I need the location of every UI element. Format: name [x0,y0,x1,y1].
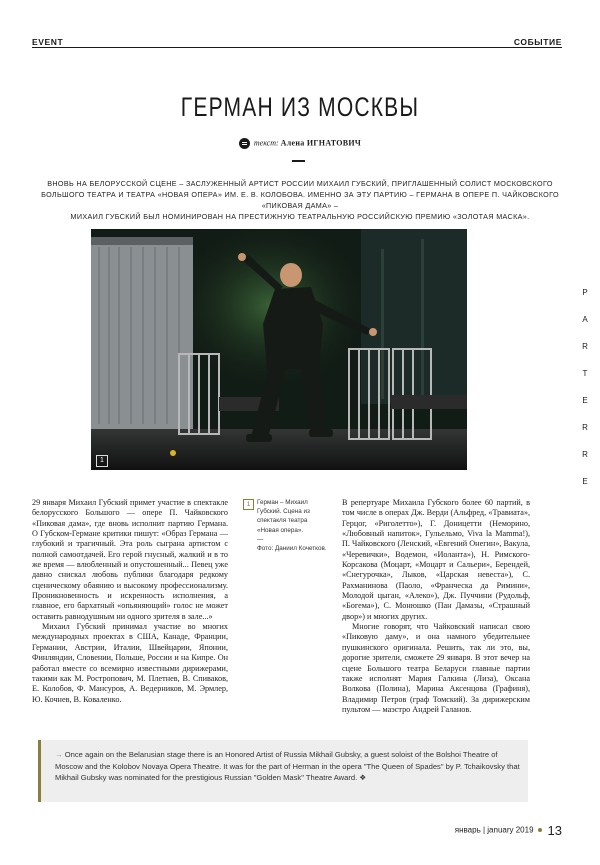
paragraph: В репертуаре Михаила Губского более 60 партий, в том числе в операх Дж. Верди (Альфред, «Травиата», Герцог, «Риголетто»), Г. Доницетти (Неморино, «Любовный напиток», Гульельмо, Viva la Mamma!), П. Чайковского (Ленский, «Евгений Онегин», Вакула, «Черевички», Водемон, «Иоланта»), Н. Римского-Корсакова (Моцарт, «Моцарт и Сальери», Берендей, «Снегурочка», Лыков, «Царская невеста»), С. Рахманинова (Паоло, «Франческа да Римини», Молодой цыган, «Алеко»), Дж. Пуччини (Рудольф, «Богема»), С. Монюшко (Пан Дамазы, «Страшный двор») и многих других. [342,498,530,621]
side-parterre-label [578,288,592,504]
section-label-en: EVENT [32,37,64,47]
side-letter: P [582,288,588,297]
side-letter: R [582,423,588,432]
photo-caption [257,498,327,553]
side-letter: A [582,315,588,324]
summary-accent-bar [38,740,41,802]
article-title: ГЕРМАН ИЗ МОСКВЫ [180,92,420,122]
page-footer [455,823,562,838]
section-label-ru: СОБЫТИЕ [513,37,562,47]
header-rule [32,47,562,48]
caption-number-badge: 1 [243,499,254,510]
lead-line: МИХАИЛ ГУБСКИЙ БЫЛ НОМИНИРОВАН НА ПРЕСТИЖНУЮ ТЕАТРАЛЬНУЮ РОССИЙСКУЮ ПРЕМИЮ «ЗОЛОТАЯ МАСКА». [70,212,530,221]
english-summary-text: Once again on the Belarusian stage there is an Honored Artist of Russia Mikhail Gubsky, a guest soloist of the Bolshoi Theatre of Moscow and the Kolobov Novaya Opera Theatre. It was for the part of Herman in the opera "The Queen of Spades" by P. Tchaikovsky that Mikhail Gubsky was nominated for the prestigious Russian "Golden Mask" Theatre Award. [55,750,520,782]
stage-photo [91,229,467,470]
text-icon [239,138,250,149]
article-column-1 [32,498,228,705]
arrow-icon: → [55,750,63,759]
caption-line: Герман – Михаил Губский. Сцена из спектакля театра «Новая опера». [257,499,310,534]
paragraph: Многие говорят, что Чайковский написал свою «Пиковую даму», и она намного убедительнее пушкинского оригинала. Решить, так ли это, вы, дорогие зрители, сможете 29 января. В этот вечер на сцене Большого театра Беларуси главные партии также исполнят Мария Галкина (Лиза), Оксана Волкова (Полина), Марина Аксенцова (Графиня), Владимир Петров (граф Томский). За дирижерским пультом — маэстро Андрей Галанов. [342,622,530,714]
paragraph: Михаил Губский принимал участие во многих международных проектах в США, Канаде, Франции, Германии, Австрии, Италии, Швейцарии, Японии, Финляндии, Словении, Польше, России и на Кипре. Он работал вместе со всемирно известными дирижерами, такими как М. Ростропович, М. Плетнев, В. Спиваков, Е. Колобов, Ф. Мансуров, А. Ведерников, М. Эрмлер, Ю. Кочнев, В. Коваленко. [32,622,228,704]
page-number: 13 [547,823,562,838]
issue-date: январь | january 2019 [454,825,534,835]
side-letter: E [582,396,588,405]
side-letter: T [582,369,588,378]
lead-paragraph [34,178,566,222]
side-letter: R [582,450,588,459]
title-dash [292,160,305,162]
end-mark-icon: ❖ [359,773,367,782]
photo-number-badge: 1 [96,455,108,467]
lead-line: ВНОВЬ НА БЕЛОРУССКОЙ СЦЕНЕ – ЗАСЛУЖЕННЫЙ АРТИСТ РОССИИ МИХАИЛ ГУБСКИЙ, ПРИГЛАШЕННЫЙ СОЛИСТ МОСКОВСКОГО [47,179,553,188]
stage-scene-image [91,229,467,470]
byline-label: текст: [253,138,279,148]
bullet-icon [538,828,542,832]
side-letter: E [582,477,588,486]
english-summary [55,749,525,784]
paragraph: 29 января Михаил Губский примет участие в спектакле белорусского Большого — опере П. Чайковского «Пиковая дама», где вновь исполнит партию Германа. О Губском-Германе критики пишут: «Образ Германа — глубокий и трагичный. Эта роль сыграна артистом с полной самоотдачей. Его герой гнусный, жалкий и в то же время — влюбленный и опустошенный... Певец уже давно снискал любовь публики благодаря редкому сценическому обаянию и высокому профессионализму. Проникновенность и искренность исполнения, а главное, его бархатный «опьяняющий» голос не может оставить равнодушным ни одного зрителя в зале...» [32,498,228,621]
lead-line: БОЛЬШОГО ТЕАТРА И ТЕАТРА «НОВАЯ ОПЕРА» ИМ. Е. В. КОЛОБОВА. ИМЕННО ЗА ЭТУ ПАРТИЮ – ГЕРМАНА В ОПЕРЕ П. ЧАЙКОВСКОГО «ПИКОВАЯ ДАМА» – [41,190,559,210]
byline-author: Алена ИГНАТОВИЧ [280,138,362,148]
byline [0,138,600,149]
caption-line: — [257,535,264,543]
side-letter: R [582,342,588,351]
article-column-2 [342,498,530,715]
caption-line: Фото: Даниил Кочетков. [257,545,327,553]
